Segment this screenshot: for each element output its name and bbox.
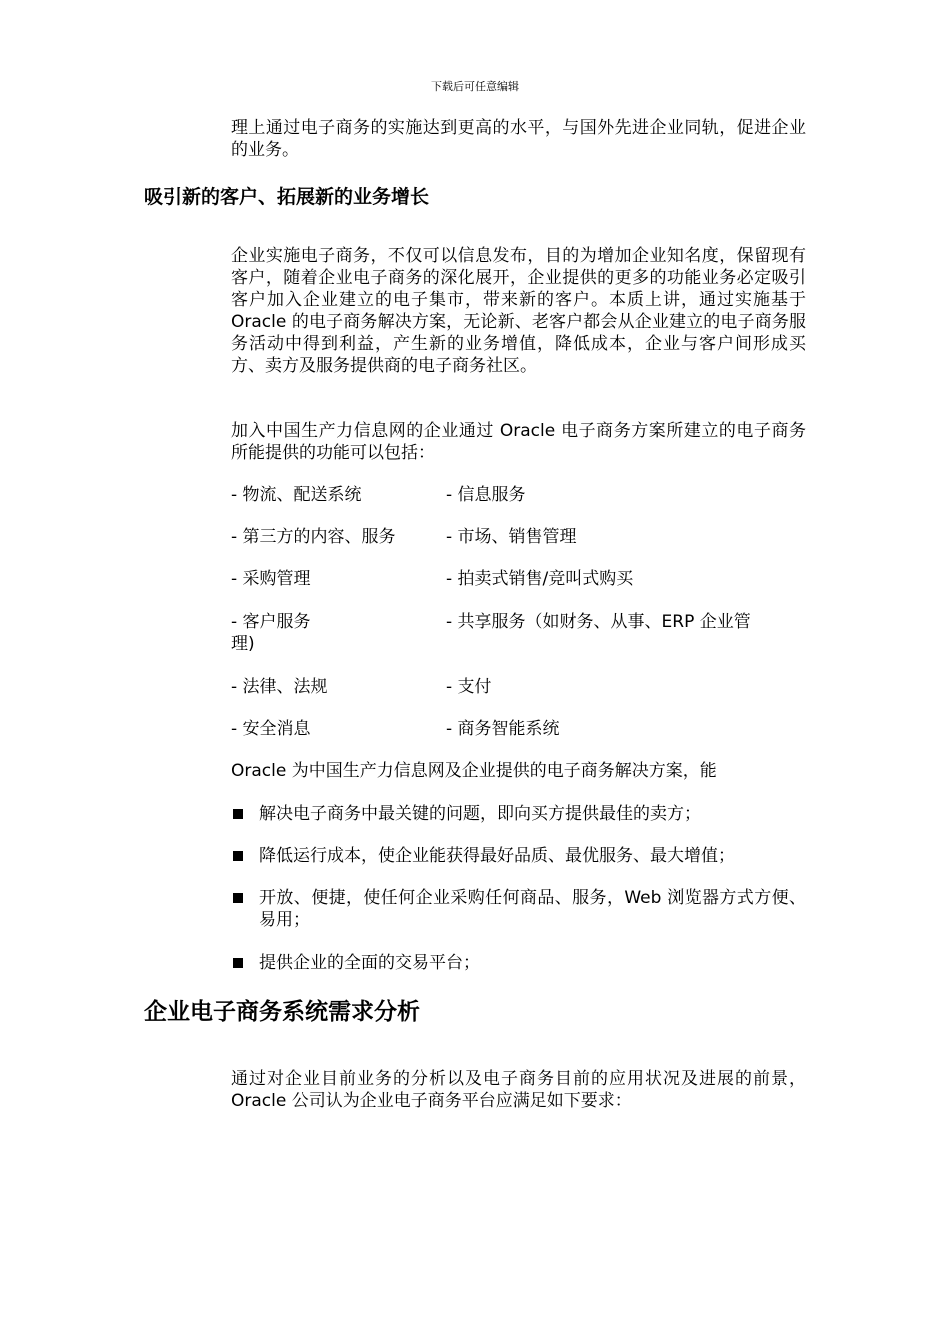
function-item: - 市场、销售管理 xyxy=(446,527,577,547)
function-item: - 共享服务（如财务、从事、ERP 企业管 xyxy=(446,612,751,632)
function-item: - 客户服务 xyxy=(231,612,311,632)
function-item: - 采购管理 xyxy=(231,569,311,589)
bullet-text: 开放、便捷，使任何企业采购任何商品、服务，Web 浏览器方式方便、易用； xyxy=(259,888,806,930)
bullet-text: 解决电子商务中最关键的问题，即向买方提供最佳的卖方； xyxy=(259,804,701,824)
function-item: - 商务智能系统 xyxy=(446,719,560,739)
bullet-text: 降低运行成本，使企业能获得最好品质、最优服务、最大增值； xyxy=(259,846,735,866)
section-heading-requirements: 企业电子商务系统需求分析 xyxy=(144,999,420,1025)
section1-paragraph-3: Oracle 为中国生产力信息网及企业提供的电子商务解决方案，能 xyxy=(231,761,717,781)
function-item: - 支付 xyxy=(446,677,492,697)
section2-paragraph-1: 通过对企业目前业务的分析以及电子商务目前的应用状况及进展的前景，Oracle 公司认为企业电子商务平台应满足如下要求： xyxy=(231,1069,806,1111)
function-item: - 法律、法规 xyxy=(231,677,328,697)
square-bullet-icon xyxy=(233,851,243,861)
function-item: - 安全消息 xyxy=(231,719,311,739)
bullet-text: 提供企业的全面的交易平台； xyxy=(259,953,480,973)
intro-paragraph: 理上通过电子商务的实施达到更高的水平，与国外先进企业同轨，促进企业的业务。 xyxy=(231,118,806,160)
square-bullet-icon xyxy=(233,809,243,819)
page-header: 下载后可任意编辑 xyxy=(431,80,519,93)
square-bullet-icon xyxy=(233,893,243,903)
function-item: - 物流、配送系统 xyxy=(231,485,362,505)
function-item: - 拍卖式销售/竞叫式购买 xyxy=(446,569,634,589)
function-item: - 第三方的内容、服务 xyxy=(231,527,396,547)
section-heading-new-customers: 吸引新的客户、拓展新的业务增长 xyxy=(144,186,430,208)
square-bullet-icon xyxy=(233,958,243,968)
section1-paragraph-1: 企业实施电子商务，不仅可以信息发布，目的为增加企业知名度，保留现有客户，随着企业电子商务的深化展开，企业提供的更多的功能业务必定吸引客户加入企业建立的电子集市，带来新的客户。本质上讲，通过实施基于 Oracle 的电子商务解决方案，无论新、老客户都会从企业建立的电子商务服务活动中得到利益，产生新的业务增值，降低成本，企业与客户间形成买方、卖方及服务提供商的电子商务社区。 xyxy=(231,246,806,376)
function-item: - 信息服务 xyxy=(446,485,526,505)
function-item-continuation: 理) xyxy=(231,634,255,654)
section1-paragraph-2: 加入中国生产力信息网的企业通过 Oracle 电子商务方案所建立的电子商务所能提供的功能可以包括： xyxy=(231,421,806,463)
